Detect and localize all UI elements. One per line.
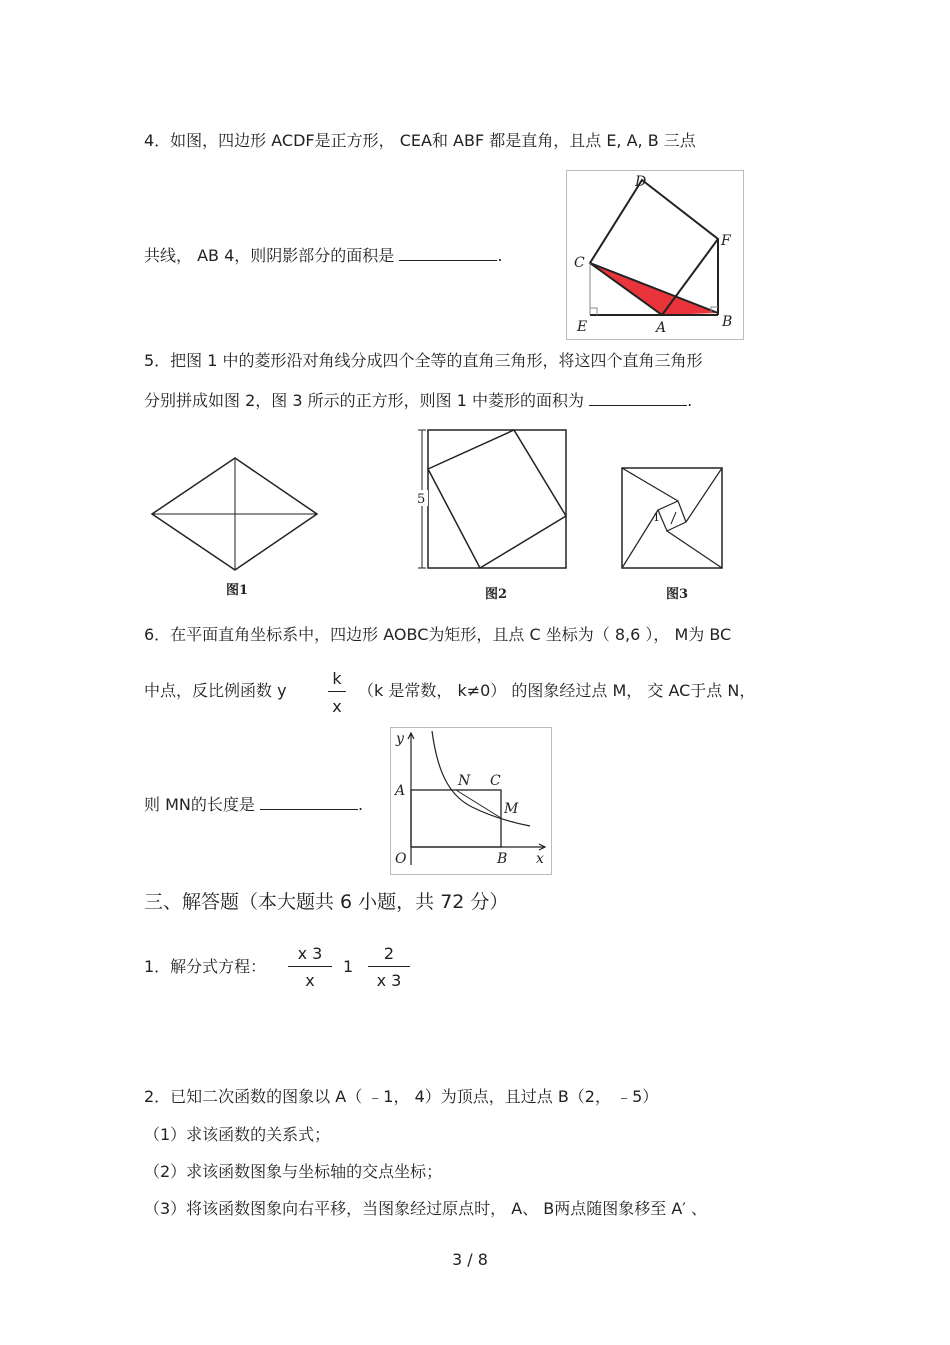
- q6-label-M: M: [504, 801, 519, 817]
- q5-line1: 5．把图 1 中的菱形沿对角线分成四个全等的直角三角形，将这四个直角三角形: [144, 351, 703, 370]
- q5-fig1-caption: 图1: [226, 583, 249, 598]
- q4-line2-text: 共线， AB 4，则阴影部分的面积是: [144, 246, 400, 265]
- p1-frac1-bar: [288, 966, 332, 967]
- p1-frac1-denominator: x: [305, 971, 315, 990]
- q4-line1: 4．如图，四边形 ACDF是正方形， CEA和 ABF 都是直角，且点 E, A, B 三点: [144, 131, 696, 150]
- q6-label-C: C: [490, 773, 501, 789]
- p1-frac2-bar: [368, 966, 410, 967]
- q4-line2: [144, 244, 502, 266]
- q4-answer-blank: [399, 244, 497, 261]
- q5-line2-text: 分别拼成如图 2，图 3 所示的正方形，则图 1 中菱形的面积为: [144, 391, 590, 410]
- q4-label-D: D: [635, 174, 647, 190]
- q6-line2-b: （k 是常数， k≠0） 的图象经过点 M， 交 AC于点 N，: [358, 681, 756, 700]
- q6-label-x: x: [536, 851, 544, 867]
- q5-period: .: [687, 391, 693, 410]
- q6-period: .: [357, 795, 364, 814]
- p1-middle: 1: [343, 957, 354, 976]
- q6-answer-blank: [260, 793, 358, 810]
- q6-coordinate-figure: [390, 727, 552, 875]
- q4-label-B: B: [722, 314, 733, 330]
- page-number: 3 / 8: [452, 1250, 488, 1269]
- p2-sub3: （3）将该函数图象向右平移，当图象经过原点时， A、 B两点随图象移至 A′ 、: [144, 1199, 708, 1218]
- q6-frac-bar: [328, 691, 346, 692]
- p1-frac2-numerator: 2: [383, 944, 395, 963]
- q4-label-F: F: [721, 233, 731, 249]
- q5-fig2-caption: 图2: [485, 587, 508, 602]
- q6-label-N: N: [458, 773, 471, 789]
- q6-line3: [144, 793, 363, 815]
- p1-frac1-numerator: x 3: [297, 944, 323, 963]
- q5-fig2-side-label: 5: [417, 492, 426, 507]
- q6-line1: 6．在平面直角坐标系中，四边形 AOBC为矩形，且点 C 坐标为（ 8,6 ）， M为 BC: [144, 625, 732, 644]
- section3-title: 三、解答题（本大题共 6 小题，共 72 分）: [144, 891, 509, 913]
- q6-label-B: B: [497, 851, 508, 867]
- q4-period: .: [497, 246, 503, 265]
- q6-label-O: O: [395, 851, 407, 867]
- q6-label-A: A: [395, 783, 406, 799]
- q5-figures: [140, 420, 740, 610]
- q4-label-C: C: [574, 255, 585, 271]
- p1-frac2-denominator: x 3: [376, 971, 402, 990]
- q6-label-y: y: [396, 731, 404, 747]
- q4-label-A: A: [656, 320, 667, 336]
- q5-fig3-square: [622, 468, 722, 602]
- q5-fig3-caption: 图3: [666, 587, 689, 602]
- q5-fig2-square: [416, 430, 566, 602]
- p2-sub1: （1）求该函数的关系式；: [144, 1125, 331, 1144]
- p2-sub2: （2）求该函数图象与坐标轴的交点坐标；: [144, 1162, 443, 1181]
- q4-label-E: E: [577, 319, 588, 335]
- q6-frac-denominator: x: [332, 697, 342, 716]
- q5-answer-blank: [589, 389, 687, 406]
- q6-line2-a: 中点，反比例函数 y: [144, 681, 287, 700]
- q5-line2: [144, 389, 692, 411]
- p2-line1: 2．已知二次函数的图象以 A（ ﹣1， 4）为顶点，且过点 B（2， ﹣5）: [144, 1087, 659, 1106]
- q4-square-figure: [566, 170, 744, 340]
- p1-label: 1．解分式方程：: [144, 957, 267, 976]
- q5-fig1-rhombus: [152, 458, 317, 598]
- q6-line3-text: 则 MN的长度是: [144, 795, 260, 814]
- q5-fig3-inner-label: 1: [653, 511, 660, 524]
- q6-frac-numerator: k: [332, 669, 342, 688]
